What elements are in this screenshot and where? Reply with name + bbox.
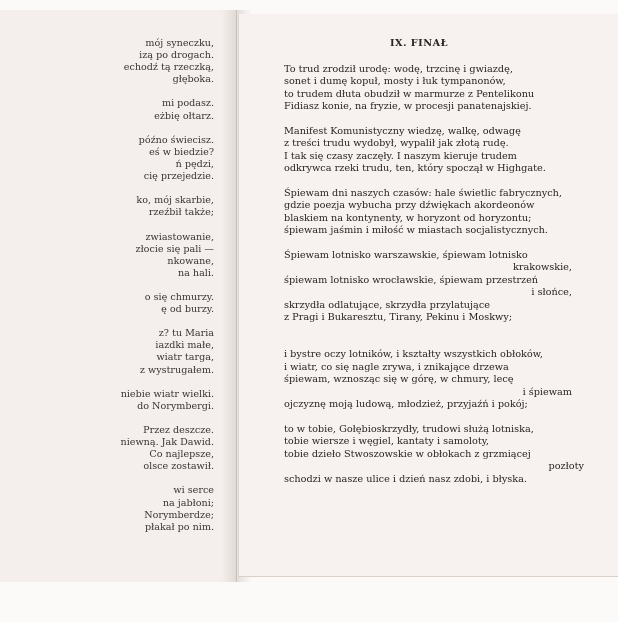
stanza	[284, 126, 614, 176]
left-page-line: głęboka.	[172, 74, 214, 86]
stanza-list	[284, 64, 614, 487]
left-page-line: mój syneczku,	[145, 38, 214, 49]
poem-line: sonet i dumę kopuł, mosty i łuk tympanonów,	[284, 76, 506, 87]
poem-line: tobie dzieło Stwoszowskie w obłokach z grzmiącej	[284, 448, 531, 460]
left-page-line	[0, 377, 214, 389]
left-page-line: Norymberdze;	[144, 509, 214, 521]
poem-line: odkrywca rzeki trudu, ten, który spoczął w Highgate.	[284, 163, 546, 174]
poem-line: blaskiem na kontynenty, w horyzont od horyzontu;	[284, 212, 532, 224]
left-page-line	[0, 413, 214, 425]
stanza	[284, 64, 614, 114]
left-page-line: cię przejedzie.	[143, 171, 214, 183]
poem-line: skrzydła odlatujące, skrzydła przylatujące	[284, 299, 490, 311]
poem-line: to w tobie, Gołębioskrzydły, trudowi służą lotniska,	[284, 423, 534, 435]
stanza	[284, 337, 614, 412]
poem-line: śpiewam, wznosząc się w górę, w chmury, lecę	[284, 374, 514, 385]
poem-line: śpiewam lotnisko wrocławskie, śpiewam przestrzeń	[284, 274, 539, 286]
left-page-line	[0, 86, 214, 98]
left-page-line: iazdki małe,	[155, 340, 214, 352]
poem-line: Śpiewam lotnisko warszawskie, śpiewam lotnisko	[284, 249, 528, 261]
stanza	[284, 424, 614, 487]
left-page-line	[0, 219, 214, 231]
poem-body	[284, 38, 614, 498]
left-page-line: do Norymbergi.	[137, 400, 214, 412]
stanza	[284, 250, 614, 325]
left-page-line: Co najlepsze,	[149, 449, 214, 461]
left-page-line: złocie się pali —	[135, 243, 214, 255]
left-page-text	[0, 38, 214, 534]
poem-line: Fidiasz konie, na fryzie, w procesji panatenajskiej.	[284, 101, 532, 112]
left-page-line: zwiastowanie,	[145, 231, 214, 243]
poem-line: i słońce,	[531, 287, 572, 298]
left-page-line: o się chmurzy.	[144, 291, 214, 303]
left-page-line: niewną. Jak Dawid.	[120, 437, 214, 449]
poem-line: pozłoty	[548, 461, 584, 472]
poem-line: i wiatr, co się nagle zrywa, i znikające drzewa	[284, 361, 509, 373]
left-page-line	[0, 123, 214, 135]
poem-line	[284, 337, 614, 350]
poem-line: ojczyznę moją ludową, młodzież, przyjaźń i pokój;	[284, 399, 528, 410]
left-page-line: wi serce	[173, 485, 214, 497]
left-page-line: na jabłoni;	[162, 497, 214, 509]
poem-line: I tak się czasy zaczęły. I naszym kieruje trudem	[284, 150, 517, 162]
poem-line: z Pragi i Bukaresztu, Tirany, Pekinu i Moskwy;	[284, 312, 513, 323]
left-page-line: płakał po nim.	[144, 521, 214, 533]
left-page-line: późno świecisz.	[138, 134, 214, 146]
poem-line: schodzi w nasze ulice i dzień nasz zdobi, i błyska.	[284, 473, 527, 485]
left-page-line: ę od burzy.	[161, 304, 214, 316]
left-page-line: na hali.	[177, 267, 214, 279]
poem-line: Śpiewam dni naszych czasów: hale świetlic fabrycznych,	[284, 187, 562, 199]
right-page	[238, 14, 618, 577]
poem-line: tobie wiersze i węgiel, kantaty i samoloty,	[284, 436, 490, 447]
left-page-line: eżbię ołtarz.	[154, 110, 214, 122]
stanza	[284, 188, 614, 238]
left-page-line	[0, 280, 214, 292]
poem-line: krakowskie,	[512, 262, 572, 273]
poem-line: i bystre oczy lotników, i kształty wszystkich obłoków,	[284, 349, 543, 360]
left-page-line	[0, 316, 214, 328]
left-page-line: mi podasz.	[161, 98, 214, 110]
left-page-line: echodź tą rzeczką,	[123, 62, 214, 74]
poem-line: śpiewam jaśmin i miłość w miastach socjalistycznych.	[284, 225, 548, 236]
left-page-line: z? tu Maria	[158, 328, 214, 340]
poem-line: Manifest Komunistyczny wiedzę, walkę, odwagę	[284, 125, 521, 137]
poem-line: To trud zrodził urodę: wodę, trzcinę i gwiazdę,	[284, 63, 513, 75]
poem-title: IX. FINAŁ	[390, 38, 448, 49]
poem-line: gdzie poezja wybucha przy dźwiękach akordeonów	[284, 200, 535, 211]
left-page-line: olsce zostawił.	[143, 461, 214, 473]
poem-line: z treści trudu wydobył, wypalił jak złotą rudę.	[284, 138, 509, 149]
poem-line: i śpiewam	[522, 386, 572, 398]
poem-line: to trudem dłuta obudził w marmurze z Pentelikonu	[284, 88, 535, 100]
left-page-line: eś w biedzie?	[149, 146, 214, 158]
left-page-line: izą po drogach.	[139, 50, 214, 62]
left-page-line: niebie wiatr wielki.	[120, 388, 214, 400]
left-page	[0, 10, 237, 582]
left-page-line: ko, mój skarbie,	[136, 195, 214, 207]
left-page-line	[0, 473, 214, 485]
left-page-line: ń pędzi,	[175, 158, 214, 170]
left-page-line: rzeźbił także;	[148, 207, 214, 219]
left-page-line: Przez deszcze.	[143, 425, 214, 436]
left-page-line: wiatr targa,	[156, 352, 214, 364]
left-page-line	[0, 183, 214, 195]
left-page-line: nkowane,	[167, 255, 214, 267]
left-page-line: z wystrugałem.	[139, 364, 214, 376]
